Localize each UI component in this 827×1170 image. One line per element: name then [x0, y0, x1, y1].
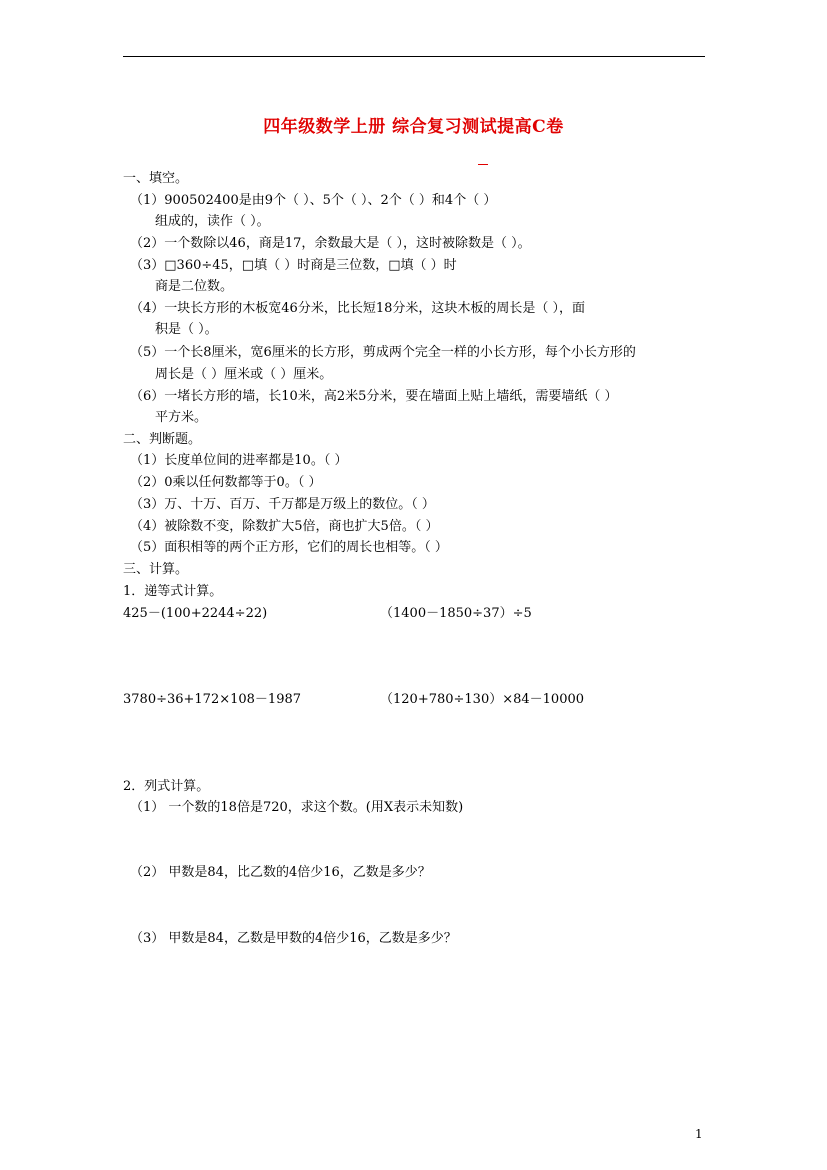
calc-expr-1: 425－(100+2244÷22) — [123, 606, 268, 621]
calc-expr-2: （1400－1850÷37）÷5 — [380, 606, 532, 621]
fill-q1-line2: 组成的，读作（ ）。 — [155, 214, 270, 229]
judge-q5: （5）面积相等的两个正方形，它们的周长也相等。（ ） — [130, 540, 448, 555]
fill-q3-line2: 商是二位数。 — [155, 279, 234, 294]
judge-q4: （4）被除数不变，除数扩大5倍，商也扩大5倍。（ ） — [130, 519, 439, 534]
section2-heading: 二、判断题。 — [123, 432, 202, 447]
fill-q6-line1: （6）一堵长方形的墙，长10米，高2米5分米，要在墙面上贴上墙纸，需要墙纸（ ） — [130, 389, 618, 404]
header-rule — [123, 56, 705, 57]
calc-expr-4: （120+780÷130）×84－10000 — [380, 692, 585, 707]
fill-q4-line2: 积是（ ）。 — [155, 322, 218, 337]
judge-q1: （1）长度单位间的进率都是10。（ ） — [130, 453, 348, 468]
judge-q3: （3）万、十万、百万、千万都是万级上的数位。（ ） — [130, 497, 435, 512]
fill-q5-line2: 周长是（ ）厘米或（ ）厘米。 — [155, 367, 333, 382]
fill-q5-line1: （5）一个长8厘米，宽6厘米的长方形，剪成两个完全一样的小长方形，每个小长方形的 — [130, 345, 636, 360]
page-number: 1 — [695, 1127, 703, 1141]
section1-heading: 一、填空。 — [123, 171, 189, 186]
fill-q1-line1: （1）900502400是由9个（ ）、5个（ ）、2个（ ）和4个（ ） — [130, 193, 497, 208]
calc-expr-3: 3780÷36+172×108－1987 — [123, 692, 302, 707]
section3-heading: 三、计算。 — [123, 562, 189, 577]
word-problem-1: （1） 一个数的18倍是720，求这个数。(用X表示未知数) — [130, 800, 464, 815]
judge-q2: （2）0乘以任何数都等于0。（ ） — [130, 475, 322, 490]
calc-part1-heading: 1．递等式计算。 — [123, 584, 223, 599]
fill-q2: （2）一个数除以46，商是17，余数最大是（ ），这时被除数是（ ）。 — [130, 236, 531, 251]
word-problem-2: （2） 甲数是84，比乙数的4倍少16，乙数是多少？ — [130, 865, 431, 880]
word-problem-3: （3） 甲数是84，乙数是甲数的4倍少16，乙数是多少？ — [130, 931, 457, 946]
fill-q4-line1: （4）一块长方形的木板宽46分米，比长短18分米，这块木板的周长是（ ），面 — [130, 301, 585, 316]
calc-part2-heading: 2．列式计算。 — [123, 779, 210, 794]
page-title: 四年级数学上册 综合复习测试提高C卷 — [263, 117, 564, 137]
title-underline-mark — [478, 164, 488, 165]
fill-q6-line2: 平方米。 — [155, 410, 208, 425]
fill-q3-line1: （3）□360÷45，□填（ ）时商是三位数，□填（ ）时 — [130, 258, 457, 273]
